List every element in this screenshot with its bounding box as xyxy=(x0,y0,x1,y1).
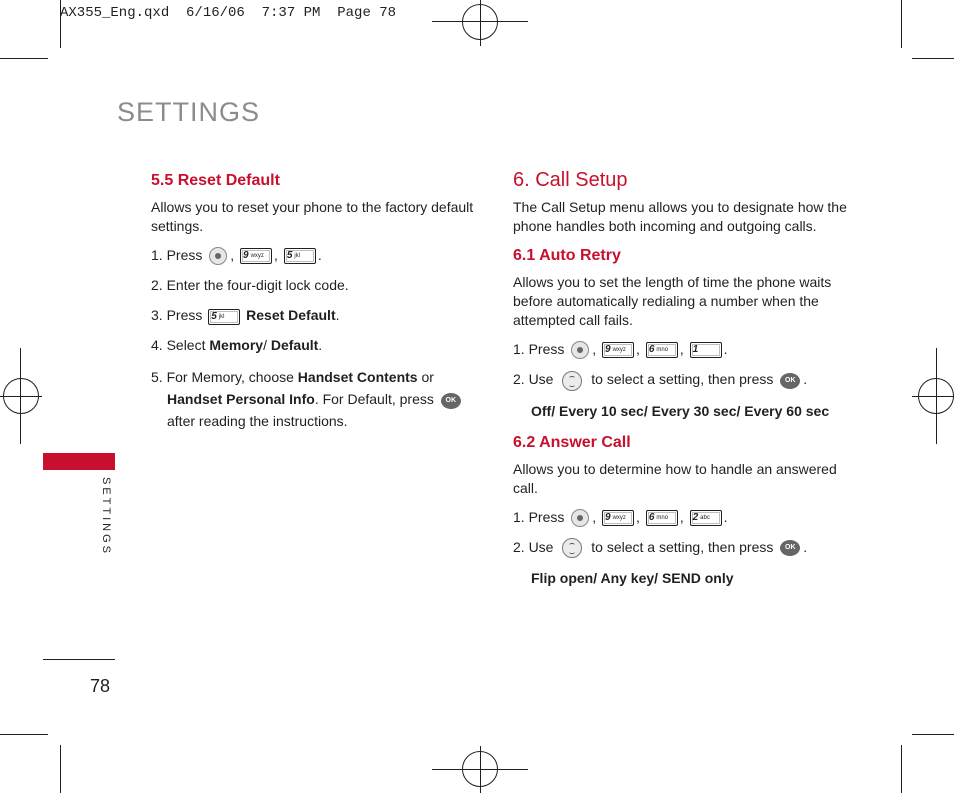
answer-call-step-2: 2. Use to select a setting, then press OK . xyxy=(513,538,848,558)
crop-mark xyxy=(912,58,954,59)
answer-call-step-1: 1. Press , 9 $^{wxyz}$ , 6 $^{mno}$ , 2 $^{abc}$ . xyxy=(513,508,848,527)
menu-button-icon xyxy=(571,341,589,359)
menu-button-icon xyxy=(209,247,227,265)
step-4: 4. Select Memory/ Default. xyxy=(151,337,323,354)
page-number: 78 xyxy=(90,676,111,696)
answer-call-options: Flip open/ Any key/ SEND only xyxy=(531,570,734,587)
option-memory: Memory xyxy=(209,337,264,354)
answer-call-intro: Allows you to determine how to handle an answered call. xyxy=(513,460,837,496)
page-title: SETTINGS xyxy=(117,97,261,127)
crop-mark xyxy=(0,734,48,735)
call-setup-intro: The Call Setup menu allows you to designate how the phone handles both incoming and outgoing calls. xyxy=(513,199,847,234)
left-column xyxy=(151,171,486,443)
registration-mark-icon xyxy=(918,378,954,414)
auto-retry-intro: Allows you to set the length of time the phone waits before automatically redialing a number when the attempted call fails. xyxy=(513,274,832,328)
ok-button-icon: OK xyxy=(441,393,461,409)
step-text: 3. Press xyxy=(151,307,203,324)
crop-mark xyxy=(60,745,61,793)
step-3: 3. Press 5 $^{jkl}$ Reset Default. xyxy=(151,307,340,324)
section-heading-auto-retry: 6.1 Auto Retry xyxy=(513,247,621,264)
option-handset-personal-info: Handset Personal Info xyxy=(167,391,315,408)
option-default: Default xyxy=(270,337,319,354)
registration-mark-icon xyxy=(3,378,39,414)
key-6-icon: 6 $^{mno}$ xyxy=(646,510,678,526)
key-5-icon: 5 $^{jkl}$ xyxy=(208,309,240,325)
ok-button-icon: OK xyxy=(780,540,800,556)
crop-mark xyxy=(912,734,954,735)
right-column xyxy=(513,171,848,600)
crop-mark xyxy=(901,745,902,793)
registration-mark-icon xyxy=(462,751,498,787)
reset-default-intro: Allows you to reset your phone to the factory default settings. xyxy=(151,199,474,234)
print-slug: AX355_Eng.qxd 6/16/06 7:37 PM Page 78 xyxy=(60,5,397,21)
menu-button-icon xyxy=(571,509,589,527)
step-text: 1. Press xyxy=(151,247,203,263)
section-heading-reset-default: 5.5 Reset Default xyxy=(151,172,280,189)
navigation-key-icon xyxy=(562,538,582,558)
crop-mark xyxy=(901,0,902,48)
registration-mark-icon xyxy=(462,4,498,40)
key-1-icon: 1 xyxy=(690,342,722,358)
step-2: 2. Enter the four-digit lock code. xyxy=(151,277,349,294)
section-heading-answer-call: 6.2 Answer Call xyxy=(513,433,631,451)
page-number-rule xyxy=(43,659,115,660)
step-5: 5. For Memory, choose Handset Contents or Handset Personal Info. For Default, press OK after reading the instructions. xyxy=(151,366,486,432)
step-text: 4. Select xyxy=(151,337,206,354)
auto-retry-step-1: 1. Press , 9 $^{wxyz}$ , 6 $^{mno}$ , 1 . xyxy=(513,340,848,359)
section-tab xyxy=(43,453,115,470)
crop-mark xyxy=(0,58,48,59)
key-9-icon: 9 $^{wxyz}$ xyxy=(602,342,634,358)
auto-retry-step-2: 2. Use to select a setting, then press OK . xyxy=(513,370,848,390)
key-6-icon: 6 $^{mno}$ xyxy=(646,342,678,358)
ok-button-icon: OK xyxy=(780,373,800,389)
key-9-icon: 9 $^{wxyz}$ xyxy=(240,248,272,264)
section-heading-call-setup: 6. Call Setup xyxy=(513,169,628,191)
option-handset-contents: Handset Contents xyxy=(297,369,418,386)
step-text: 5. For Memory, choose xyxy=(151,369,294,386)
key-2-icon: 2 $^{abc}$ xyxy=(690,510,722,526)
auto-retry-options: Off/ Every 10 sec/ Every 30 sec/ Every 60 sec xyxy=(531,402,830,419)
navigation-key-icon xyxy=(562,371,582,391)
key-9-icon: 9 $^{wxyz}$ xyxy=(602,510,634,526)
side-section-label: SETTINGS xyxy=(100,477,112,557)
option-reset-default: Reset Default xyxy=(246,307,336,324)
step-1: 1. Press , 9 $^{wxyz}$ , 5 $^{jkl}$ . xyxy=(151,246,486,265)
key-5-icon: 5 $^{jkl}$ xyxy=(284,248,316,264)
